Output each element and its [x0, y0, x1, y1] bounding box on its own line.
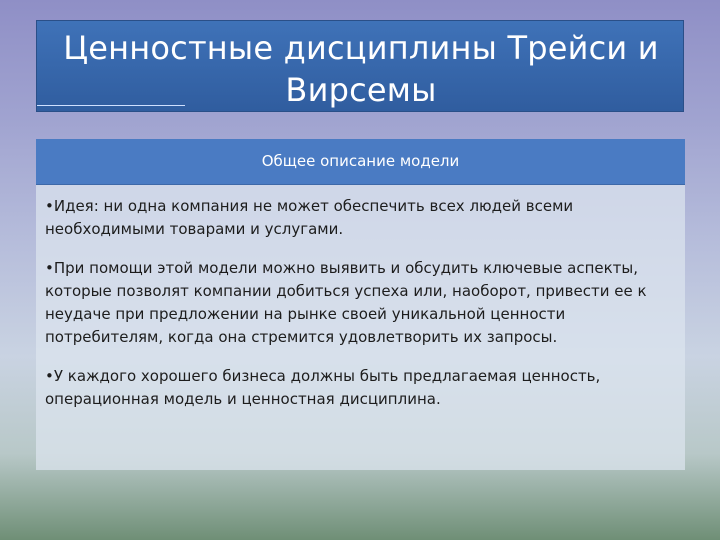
- title-underline: [37, 105, 185, 106]
- title-banner: [36, 20, 684, 112]
- bullet-item-aspects: •При помощи этой модели можно выявить и обсудить ключевые аспекты, которые позволят компании добиться успеха или, наоборот, привести ее к неудаче при предложении на рынке своей уникальной ценности потребителям, когда она стремится удовлетворить их запросы.: [45, 259, 647, 346]
- table-header: Общее описание модели: [36, 139, 685, 185]
- description-table: [36, 139, 685, 469]
- page-title: Ценностные дисциплины Трейси и Вирсемы: [63, 29, 659, 109]
- bullet-item-idea: •Идея: ни одна компания не может обеспечить всех людей всеми необходимыми товарами и услугами.: [45, 197, 574, 238]
- table-body: [36, 185, 685, 470]
- bullet-item-value: •У каждого хорошего бизнеса должны быть предлагаемая ценность, операционная модель и ценностная дисциплина.: [45, 367, 601, 408]
